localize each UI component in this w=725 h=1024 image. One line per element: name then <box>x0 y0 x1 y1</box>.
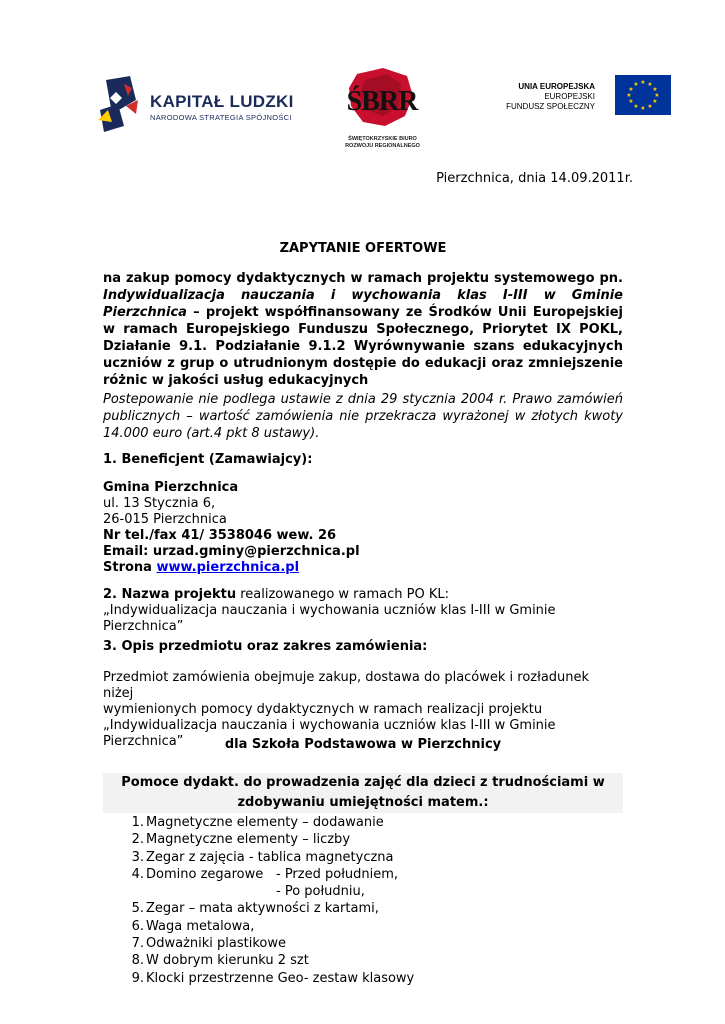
list-item <box>103 900 623 917</box>
item-text: Klocki przestrzenne Geo- zestaw klasowy <box>146 970 415 986</box>
svg-text:★: ★ <box>626 92 632 99</box>
svg-text:★: ★ <box>640 79 646 86</box>
section2-project: „Indywidualizacja nauczania i wychowania uczniów klas I-III w Gminie Pierzchnica” <box>103 603 556 634</box>
list-item <box>103 883 623 900</box>
sbrr-emblem-icon <box>335 66 430 132</box>
list-item <box>103 970 623 987</box>
item-number: 1. <box>131 815 144 830</box>
item-text: Domino zegarowe <box>146 866 264 882</box>
kapital-ludzki-emblem-icon <box>96 70 148 140</box>
table-heading <box>103 773 623 813</box>
kapital-ludzki-subtitle: NARODOWA STRATEGIA SPÓJNOŚCI <box>150 113 292 122</box>
item-number: 6. <box>131 918 144 934</box>
section3-line2: wymienionych pomocy dydaktycznych w ramach realizacji projektu <box>103 702 543 717</box>
svg-text:★: ★ <box>652 86 658 93</box>
section3-line1: Przedmiot zamówienia obejmuje zakup, dostawa do placówek i rozładunek niżej <box>103 670 590 701</box>
beneficiary-email: Email: urzad.gminy@pierzchnica.pl <box>103 544 360 559</box>
item-number: 3. <box>131 849 144 865</box>
school-name: dla Szkoła Podstawowa w Pierzchnicy <box>224 737 502 752</box>
list-item <box>103 952 623 969</box>
www-label: Strona <box>103 560 157 575</box>
list-item <box>103 849 623 866</box>
kapital-ludzki-logo <box>96 70 296 140</box>
item-number: 9. <box>131 970 144 986</box>
beneficiary-www <box>103 560 623 576</box>
sbrr-line1: ŚWIĘTOKRZYSKIE BIURO <box>348 136 417 142</box>
item-text: Magnetyczne elementy – liczby <box>146 832 351 848</box>
svg-text:★: ★ <box>633 81 639 88</box>
item-text: Zegar z zajęcia - tablica magnetyczna <box>146 849 394 865</box>
intro-project-name: Indywidualizacja nauczania i wychowania klas I-III w Gminie Pierzchnica <box>103 288 623 320</box>
svg-text:ŚBRR: ŚBRR <box>346 86 418 117</box>
svg-text:★: ★ <box>628 98 634 105</box>
eu-line1: UNIA EUROPEJSKA <box>518 82 595 91</box>
svg-text:★: ★ <box>633 103 639 110</box>
document-date: Pierzchnica, dnia 14.09.2011r. <box>436 171 633 186</box>
document-title: ZAPYTANIE OFERTOWE <box>279 241 447 256</box>
sbrr-line2: ROZWOJU REGIONALNEGO <box>345 143 420 149</box>
beneficiary-street: ul. 13 Stycznia 6, <box>103 496 216 511</box>
legal-note: Postepowanie nie podlega ustawie z dnia 29 stycznia 2004 r. Prawo zamówień publicznych – wartość zamówienia nie przekracza wyrażonej w złotych kwoty 14.000 euro (art.4 pkt 8 ustawy). <box>103 392 623 441</box>
beneficiary-city: 26-015 Pierzchnica <box>103 512 227 527</box>
table-heading-line2: zdobywaniu umiejętności matem.: <box>237 795 489 810</box>
svg-text:★: ★ <box>628 86 634 93</box>
section2-heading-line <box>103 587 623 603</box>
items-list <box>103 814 623 987</box>
item-number: 8. <box>131 953 144 969</box>
section1-heading: 1. Beneficjent (Zamawiajcy): <box>103 452 313 467</box>
beneficiary-name: Gmina Pierzchnica <box>103 480 239 495</box>
svg-text:★: ★ <box>647 103 653 110</box>
kapital-ludzki-title: KAPITAŁ LUDZKI <box>150 92 294 111</box>
website-link[interactable]: www.pierzchnica.pl <box>156 560 300 575</box>
section3-line3: „Indywidualizacja nauczania i wychowania uczniów klas I-III w Gminie Pierzchnica” <box>103 718 556 749</box>
table-heading-line1: Pomoce dydakt. do prowadzenia zajęć dla dzieci z trudnościami w <box>121 775 605 790</box>
item-number: 4. <box>131 866 144 882</box>
intro-part2: – projekt współfinansowany ze Środków Unii Europejskiej w ramach Europejskiego Funduszu Społecznego, Priorytet IX POKL, Działanie 9.1. Podziałanie 9.1.2 Wyrównywanie szans edukacyjnych uczniów z grup o utrudnionym dostępie do edukacji oraz zmniejszenie różnic w jakości usług edukacyjnych <box>103 305 623 388</box>
item-text: W dobrym kierunku 2 szt <box>146 953 309 969</box>
item-text: Zegar – mata aktywności z kartami, <box>146 901 379 917</box>
sbrr-logo <box>335 66 430 156</box>
svg-text:★: ★ <box>640 105 646 112</box>
list-item <box>103 866 623 883</box>
eu-line3: FUNDUSZ SPOŁECZNY <box>506 102 595 111</box>
eu-logo <box>505 75 670 125</box>
beneficiary-block <box>103 480 623 576</box>
item-text: Magnetyczne elementy – dodawanie <box>146 815 384 830</box>
svg-text:★: ★ <box>654 92 660 99</box>
intro-part1: na zakup pomocy dydaktycznych w ramach projektu systemowego pn. <box>103 271 623 286</box>
section2-block <box>103 587 623 635</box>
item-text: Odważniki plastikowe <box>146 936 286 952</box>
item-number: 2. <box>131 832 144 848</box>
item-subtext: - Po południu, <box>276 884 365 900</box>
list-item <box>103 814 623 831</box>
section2-heading: 2. Nazwa projektu <box>103 587 237 602</box>
intro-paragraph <box>103 270 623 389</box>
svg-text:★: ★ <box>647 81 653 88</box>
item-number: 5. <box>131 901 144 917</box>
item-subtext: - Przed południem, <box>276 866 399 882</box>
beneficiary-phone: Nr tel./fax 41/ 3538046 wew. 26 <box>103 528 337 543</box>
list-item <box>103 918 623 935</box>
section2-rest: realizowanego w ramach PO KL: <box>236 587 449 602</box>
eu-line2: EUROPEJSKI <box>544 92 595 101</box>
list-item <box>103 831 623 848</box>
item-number: 7. <box>131 936 144 952</box>
item-text: Waga metalowa, <box>146 918 255 934</box>
eu-flag-icon <box>615 75 671 115</box>
list-item <box>103 935 623 952</box>
svg-text:★: ★ <box>652 98 658 105</box>
section3-heading: 3. Opis przedmiotu oraz zakres zamówienia: <box>103 639 428 654</box>
